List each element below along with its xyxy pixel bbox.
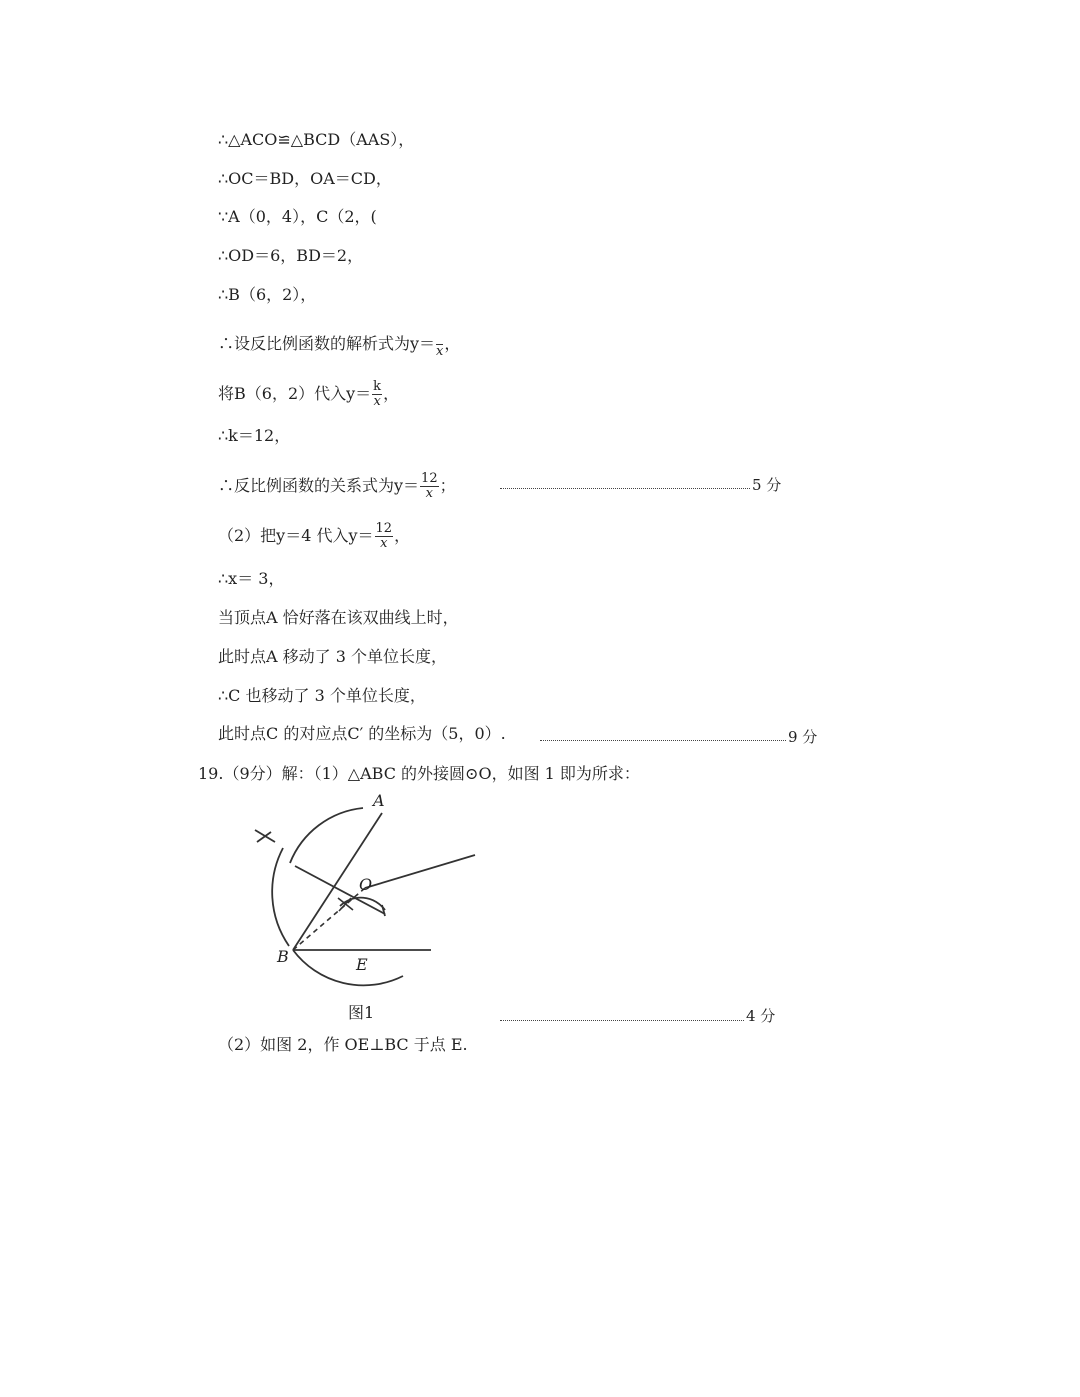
score-leader-dots xyxy=(500,1020,744,1021)
text-line-4: ∴OD＝6，BD＝2， xyxy=(218,246,364,265)
text-line-12: 当顶点A 恰好落在该双曲线上时， xyxy=(218,608,459,627)
perpendicular-bisector-BC xyxy=(365,855,475,888)
label-A: A xyxy=(373,791,385,810)
tick-mark xyxy=(382,905,385,916)
label-B: B xyxy=(277,947,289,966)
text-line-14: ∴C 也移动了 3 个单位长度， xyxy=(218,686,426,705)
text-line-11: ∴x＝ 3， xyxy=(218,569,285,588)
text-line-9: ∴反比例函数的关系式为y＝ $\frac{12}{x}$ ； xyxy=(218,471,456,501)
circle-arc-bottom xyxy=(293,950,403,985)
figure-1-construction xyxy=(245,788,485,998)
score-leader-dots xyxy=(500,488,750,489)
text-line-10: （2）把y＝4 代入y＝ $\frac{12}{x}$ ， xyxy=(218,521,411,551)
text-line-15: 此时点C 的对应点C′ 的坐标为（5，0）. xyxy=(218,724,506,743)
fraction: $\frac{k}{x}$ xyxy=(373,379,382,409)
score-label: 9 分 xyxy=(788,728,818,746)
arc-mark xyxy=(255,830,275,842)
score-leader-dots xyxy=(540,740,786,741)
construction-arc xyxy=(340,898,385,910)
text-line-6: ∴设反比例函数的解析式为y＝ x ， xyxy=(218,330,460,359)
text-line-3: ∵A（0，4），C（2，( xyxy=(218,207,377,226)
figure-caption: 图1 xyxy=(348,1003,375,1022)
circle-arc-top xyxy=(290,808,363,863)
text-line-16: （2）如图 2，作 OE⊥BC 于点 E. xyxy=(218,1035,468,1054)
score-label: 4 分 xyxy=(746,1007,776,1025)
fraction: x xyxy=(436,330,443,359)
text-line-8: ∴k＝12， xyxy=(218,426,291,445)
text-line-1: ∴△ACO≌△BCD（AAS）， xyxy=(218,130,415,149)
score-label: 5 分 xyxy=(752,476,782,494)
question-19-heading: 19.（9分）解：（1）△ABC 的外接圆⊙O，如图 1 即为所求： xyxy=(198,764,640,783)
label-E: E xyxy=(356,955,368,974)
circle-arc-left xyxy=(272,848,289,946)
text-line-2: ∴OC＝BD，OA＝CD， xyxy=(218,169,392,188)
text-line-5: ∴B（6，2）， xyxy=(218,285,317,304)
fraction: $\frac{12}{x}$ xyxy=(421,471,438,501)
text-line-13: 此时点A 移动了 3 个单位长度， xyxy=(218,647,447,666)
text-line-7: 将B（6，2）代入y＝ $\frac{k}{x}$ ， xyxy=(218,379,400,409)
label-O: O xyxy=(359,875,373,894)
fraction: $\frac{12}{x}$ xyxy=(375,521,393,551)
